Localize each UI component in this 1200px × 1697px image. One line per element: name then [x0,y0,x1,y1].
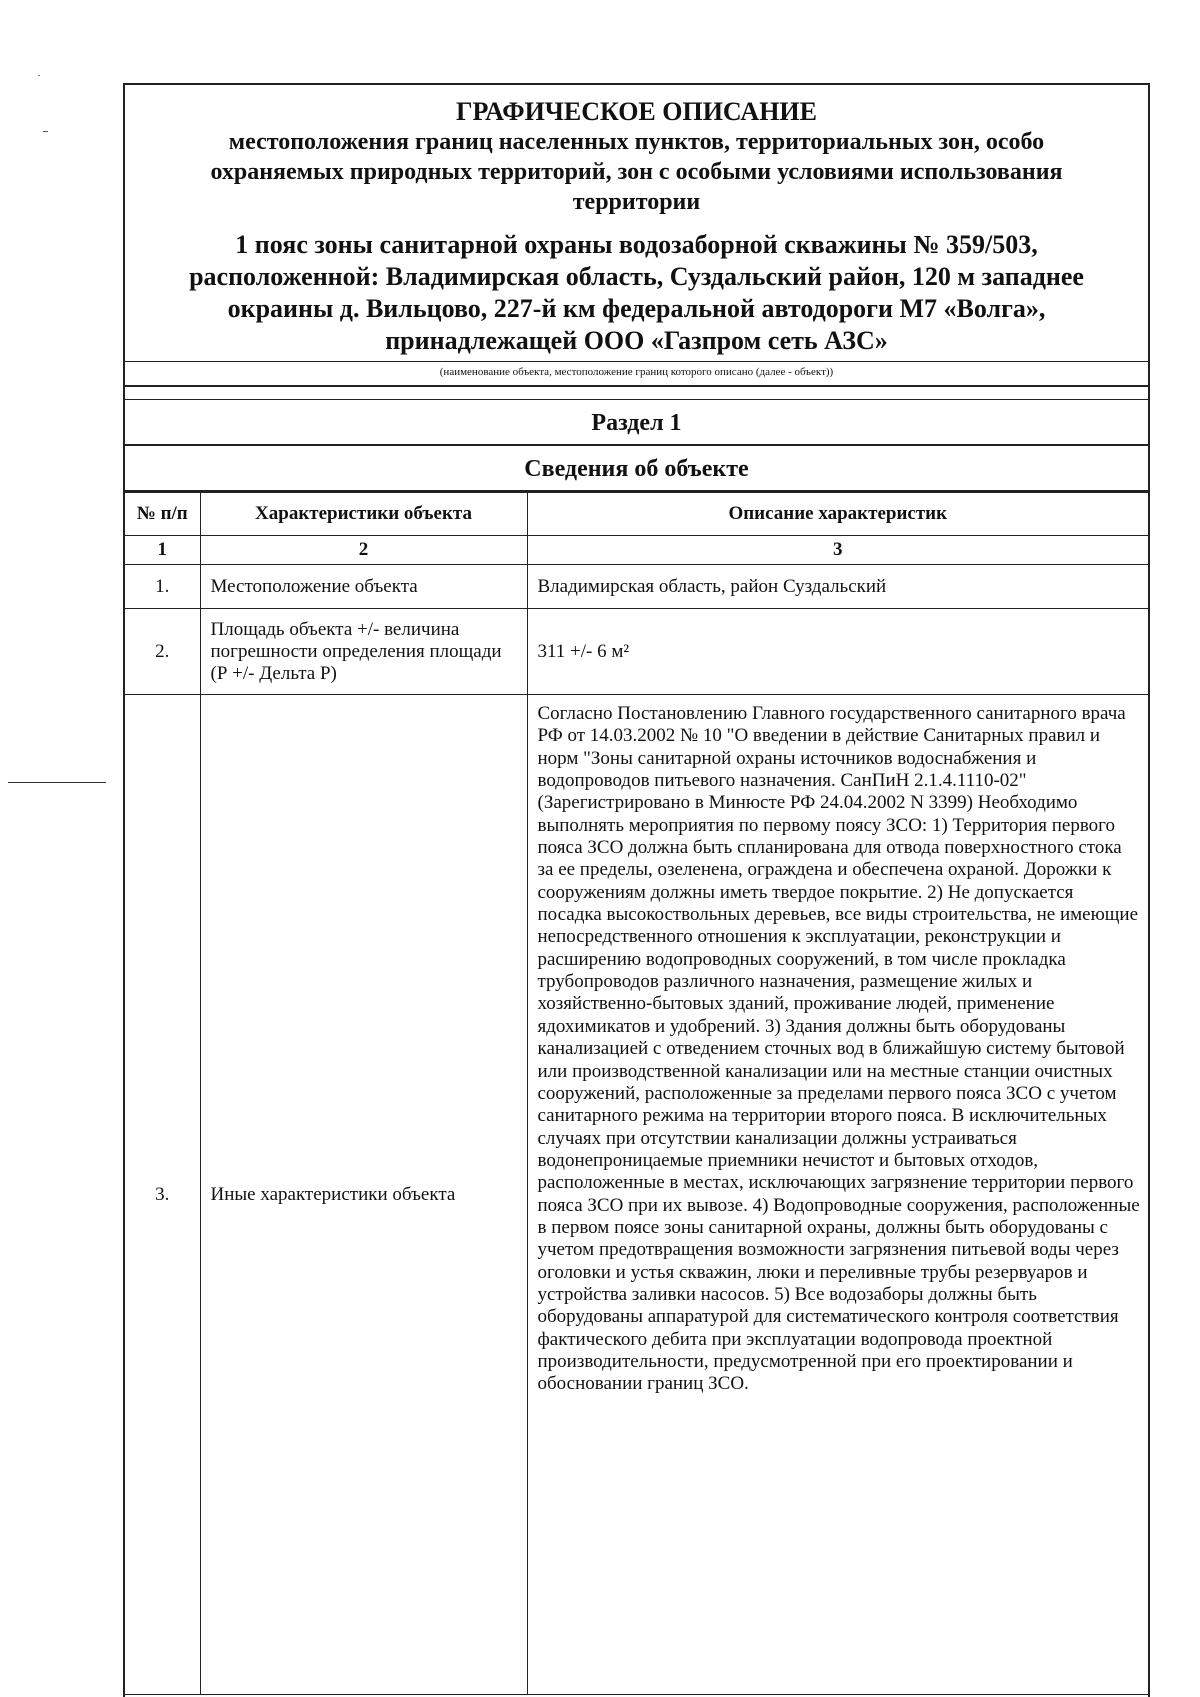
column-number: 1 [125,536,200,565]
row-description: Владимирская область, район Суздальский [527,565,1148,609]
row-characteristic: Местоположение объекта [200,565,527,609]
object-line: расположенной: Владимирская область, Суздальский район, 120 м западнее [189,262,1084,291]
object-line: 1 пояс зоны санитарной охраны водозаборной скважины № 359/503, [235,230,1038,259]
spacer-row [125,387,1148,400]
document-title: ГРАФИЧЕСКОЕ ОПИСАНИЕ [456,97,817,126]
subtitle-line: охраняемых природных территорий, зон с особыми условиями использования [210,159,1063,185]
scan-artifact-line [8,782,106,783]
scan-artifact-dot [38,75,40,76]
document-page [123,83,1150,1697]
row-description: Согласно Постановлению Главного государственного санитарного врача РФ от 14.03.2002 № 10 "О введении в действие Санитарных правил и норм "Зоны санитарной охраны источников водоснабжения и водопроводов питьевого назначения. СанПиН 2.1.4.1110-02" (Зарегистрировано в Минюсте РФ 24.04.2002 N 3399) Необходимо выполнять мероприятия по первому поясу ЗСО: 1) Территория первого пояса ЗСО должна быть спланирована для отвода поверхностного стока за ее пределы, озеленена, ограждена и обеспечена охраной. Дорожки к сооружениям должны иметь твердое покрытие. 2) Не допускается посадка высокоствольных деревьев, все виды строительства, не имеющие непосредственного отношения к эксплуатации, реконструкции и расширению водопроводных сооружений, в том числе прокладка трубопроводов различного назначения, размещение жилых и хозяйственно-бытовых зданий, проживание людей, применение ядохимикатов и удобрений. 3) Здания должны быть оборудованы канализацией с отведением сточных вод в ближайшую систему бытовой или производственной канализации или на местные станции очистных сооружений, расположенные за пределами первого пояса ЗСО с учетом санитарного режима на территории второго пояса. В исключительных случаях при отсутствии канализации должны устраиваться водонепроницаемые приемники нечистот и бытовых отходов, расположенные в местах, исключающих загрязнение территории первого пояса ЗСО при их вывозе. 4) Водопроводные сооружения, расположенные в первом поясе зоны санитарной охраны, должны быть оборудованы с учетом предотвращения возможности загрязнения питьевой воды через оголовки и устья скважин, люки и переливные трубы резервуаров и устройства заливки насосов. 5) Все водозаборы должны быть оборудованы аппаратурой для систематического контроля соответствия фактического дебита при эксплуатации водопровода проектной производительности, предусмотренной при его проектировании и обосновании границ ЗСО. [527,695,1148,1695]
table-row [125,565,1148,609]
document-header [125,85,1148,361]
table-header-row [125,493,1148,536]
column-header-description: Описание характеристик [527,493,1148,536]
subtitle-line: местоположения границ населенных пунктов, территориальных зон, особо [228,129,1045,155]
column-number: 2 [200,536,527,565]
object-name [131,229,1142,361]
subtitle-line: территории [572,189,701,215]
column-number: 3 [527,536,1148,565]
object-line: окраины д. Вильцово, 227-й км федеральной автодороги М7 «Волга», [227,294,1046,323]
row-index: 1. [125,565,200,609]
row-characteristic: Площадь объекта +/- величина погрешности определения площади (Р +/- Дельта Р) [200,609,527,695]
object-info-table [125,492,1148,1695]
object-line: принадлежащей ООО «Газпром сеть АЗС» [385,326,888,355]
column-header-characteristic: Характеристики объекта [200,493,527,536]
section-subtitle: Сведения об объекте [125,446,1148,492]
section-title: Раздел 1 [125,400,1148,446]
scan-artifact-dash [43,131,48,132]
object-note: (наименование объекта, местоположение границ которого описано (далее - объект)) [125,361,1148,387]
row-index: 3. [125,695,200,1695]
row-description: 311 +/- 6 м² [527,609,1148,695]
row-characteristic: Иные характеристики объекта [200,695,527,1695]
column-header-index: № п/п [125,493,200,536]
column-number-row [125,536,1148,565]
row-index: 2. [125,609,200,695]
table-row [125,695,1148,1695]
document-subtitle [131,127,1142,217]
table-row [125,609,1148,695]
